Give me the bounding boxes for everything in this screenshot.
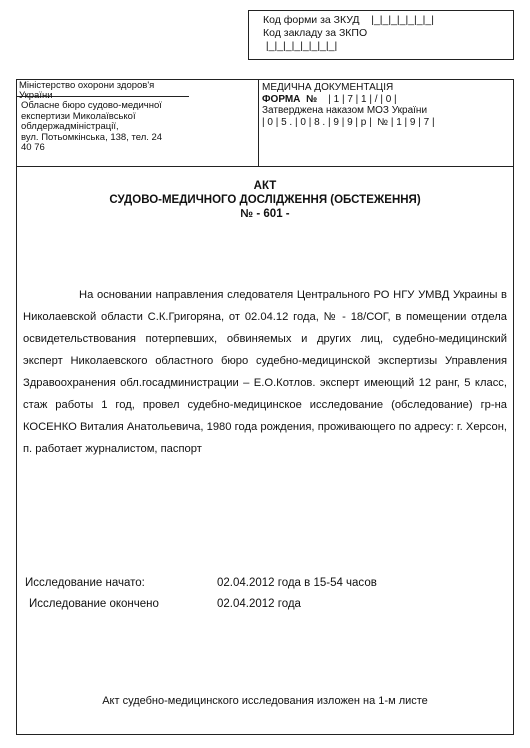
form-boxes: | 1 | 7 | 1 | / | 0 |: [328, 93, 397, 105]
bureau-line: експертизи Миколаївської: [21, 110, 136, 122]
bureau-line: облдержадміністрації,: [21, 121, 119, 132]
form-label: ФОРМА №: [262, 93, 318, 105]
study-end-value: 02.04.2012 года: [217, 598, 301, 610]
act-number: № - 601 -: [240, 208, 290, 220]
ministry-name: Міністерство охорони здоров'я України: [17, 80, 189, 97]
kzud-label: Код форми за ЗКУД: [263, 14, 360, 26]
header-divider-horizontal: [17, 166, 513, 167]
body-paragraph: На основании направления следователя Центрального РО НГУ УМВД Украины в Николаевской области С.К.Григоряна, от 02.04.12 года, № - 18/СОГ, в помещении отдела освидетельствования потерпевших, обвиняемых и других лиц, судебно-медицинский эксперт Николаевского областного бюро судебно-медицинской экспертизы Управления Здравоохранения обл.госадминистрации – Е.О.Котлов. эксперт имеющий 12 ранг, 5 класс, стаж работы 1 год, провел судебно-медицинское исследование (обследование) гр-на КОСЕНКО Виталия Анатольевича, 1980 года рождения, проживающего по адресу: г. Херсон, п. работает журналистом, паспорт: [23, 289, 507, 455]
bureau-line: вул. Потьомкінська, 138, тел. 24: [21, 131, 163, 143]
kzpo-boxes: |_|_|_|_|_|_|_|_|: [265, 40, 338, 52]
kzpo-boxes-row: [263, 40, 513, 53]
act-subtitle: СУДОВО-МЕДИЧНОГО ДОСЛІДЖЕННЯ (ОБСТЕЖЕННЯ): [109, 194, 421, 206]
form-number-row: [262, 94, 511, 106]
medical-doc-block: [258, 80, 515, 130]
bureau-line: Обласне бюро судово-медичної: [21, 100, 162, 111]
order-number-boxes: | 1 | 9 | 7 |: [390, 116, 435, 128]
bureau-block: [21, 101, 181, 154]
study-start-value: 02.04.2012 года в 15-54 часов: [217, 577, 377, 589]
kzpo-label: Код закладу за ЗКПО: [263, 27, 368, 39]
order-number-label: №: [377, 116, 389, 128]
document-frame: [16, 79, 514, 735]
kzud-boxes: |_|_|_|_|_|_|_|: [371, 14, 434, 26]
kzpo-label-row: [263, 27, 513, 40]
act-title: АКТ: [253, 180, 277, 192]
study-end-label: Исследование окончено: [29, 598, 159, 610]
body-paragraph-block: [23, 284, 507, 460]
approved-by: Затверджена наказом МОЗ України: [262, 105, 428, 116]
order-row: [262, 117, 511, 129]
form-code-box: [248, 10, 514, 60]
kzud-row: [263, 14, 513, 27]
order-date-boxes: | 0 | 5 . | 0 | 8 . | 9 | 9 | р |: [262, 116, 372, 128]
bureau-line: 40 76: [21, 142, 45, 153]
study-start-label: Исследование начато:: [25, 577, 145, 589]
footer-note: Акт судебно-медицинского исследования изложен на 1-м листе: [102, 695, 428, 707]
med-doc-title: МЕДИЧНА ДОКУМЕНТАЦІЯ: [262, 82, 394, 93]
